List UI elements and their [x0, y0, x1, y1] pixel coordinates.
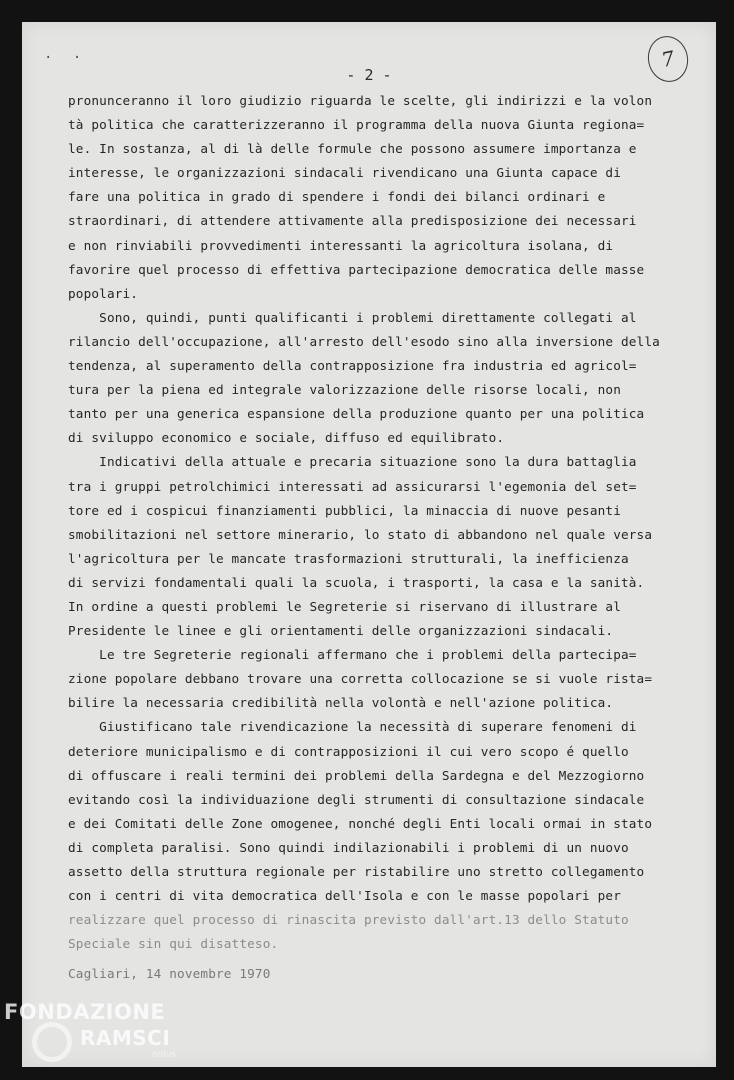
- text-line: con i centri di vita democratica dell'Isola e con le masse popolari per: [68, 888, 621, 904]
- text-line: e non rinviabili provvedimenti interessanti la agricoltura isolana, di: [68, 237, 614, 253]
- watermark-suffix: onlus: [152, 1050, 177, 1060]
- text-line: interesse, le organizzazioni sindacali rivendicano una Giunta capace di: [68, 165, 621, 181]
- text-line: pronunceranno il loro giudizio riguarda le scelte, gli indirizzi e la volon: [68, 93, 653, 108]
- watermark-g-logo-icon: [32, 1022, 72, 1062]
- text-line: tendenza, al superamento della contrapposizione fra industria ed agricol=: [68, 358, 637, 374]
- text-line: tanto per una generica espansione della produzione quanto per una politica: [68, 406, 645, 422]
- text-line: deteriore municipalismo e di contrapposizioni il cui vero scopo é quello: [68, 743, 629, 759]
- text-line: l'agricoltura per le mancate trasformazioni strutturali, la inefficienza: [68, 550, 629, 566]
- text-line: Presidente le linee e gli orientamenti delle organizzazioni sindacali.: [68, 623, 614, 639]
- text-line: tra i gruppi petrolchimici interessati ad assicurarsi l'egemonia del set=: [68, 478, 637, 494]
- archive-number: 7: [659, 45, 677, 73]
- text-line: rilancio dell'occupazione, all'arresto dell'esodo sino alla inversione della: [68, 333, 660, 349]
- text-line: di sviluppo economico e sociale, diffuso ed equilibrato.: [68, 430, 505, 446]
- text-line: le. In sostanza, al di là delle formule che possono assumere importanza e: [68, 141, 637, 157]
- text-line: di servizi fondamentali quali la scuola, i trasporti, la casa e la sanità.: [68, 574, 645, 590]
- text-line: realizzare quel processo di rinascita previsto dall'art.13 dello Statuto: [68, 912, 629, 928]
- date-place-line: Cagliari, 14 novembre 1970: [68, 966, 271, 981]
- document-page: [22, 22, 716, 1067]
- text-line: tura per la piena ed integrale valorizzazione delle risorse locali, non: [68, 382, 621, 398]
- text-line: Giustificano tale rivendicazione la necessità di superare fenomeni di: [68, 719, 637, 735]
- text-line: tore ed i cospicui finanziamenti pubblici, la minaccia di nuove pesanti: [68, 502, 621, 518]
- page-number: - 2 -: [346, 66, 392, 84]
- text-line: smobilitazioni nel settore minerario, lo stato di abbandono nel quale versa: [68, 526, 653, 542]
- text-line: straordinari, di attendere attivamente alla predisposizione dei necessari: [68, 213, 637, 229]
- watermark-line-2: RAMSCI: [80, 1026, 171, 1050]
- text-line: tà politica che caratterizzeranno il programma della nuova Giunta regiona=: [68, 117, 645, 133]
- text-line: Indicativi della attuale e precaria situazione sono la dura battaglia: [68, 454, 637, 470]
- text-line: di completa paralisi. Sono quindi indilazionabili i problemi di un nuovo: [68, 839, 629, 855]
- watermark-line-1: FONDAZIONE: [4, 1000, 166, 1024]
- letter-body: [68, 89, 708, 956]
- fondazione-gramsci-watermark: [4, 1000, 194, 1066]
- text-line: di offuscare i reali termini dei problemi della Sardegna e del Mezzogiorno: [68, 767, 645, 783]
- text-line: popolari.: [68, 285, 139, 301]
- text-line: e dei Comitati delle Zone omogenee, nonché degli Enti locali ormai in stato: [68, 815, 653, 831]
- text-line: evitando così la individuazione degli strumenti di consultazione sindacale: [68, 791, 645, 807]
- text-line: Sono, quindi, punti qualificanti i problemi direttamente collegati al: [68, 309, 637, 325]
- corner-dots: . .: [44, 46, 88, 62]
- text-line: bilire la necessaria credibilità nella volontà e nell'azione politica.: [68, 695, 614, 711]
- text-line: fare una politica in grado di spendere i fondi dei bilanci ordinari e: [68, 189, 606, 205]
- text-line: assetto della struttura regionale per ristabilire uno stretto collegamento: [68, 864, 645, 879]
- text-line: Le tre Segreterie regionali affermano che i problemi della partecipa=: [68, 647, 637, 663]
- text-line: favorire quel processo di effettiva partecipazione democratica delle masse: [68, 261, 645, 277]
- text-line: Speciale sin qui disatteso.: [68, 936, 279, 952]
- text-line: zione popolare debbano trovare una corretta collocazione se si vuole rista=: [68, 671, 653, 687]
- text-line: In ordine a questi problemi le Segreterie si riservano di illustrare al: [68, 598, 621, 614]
